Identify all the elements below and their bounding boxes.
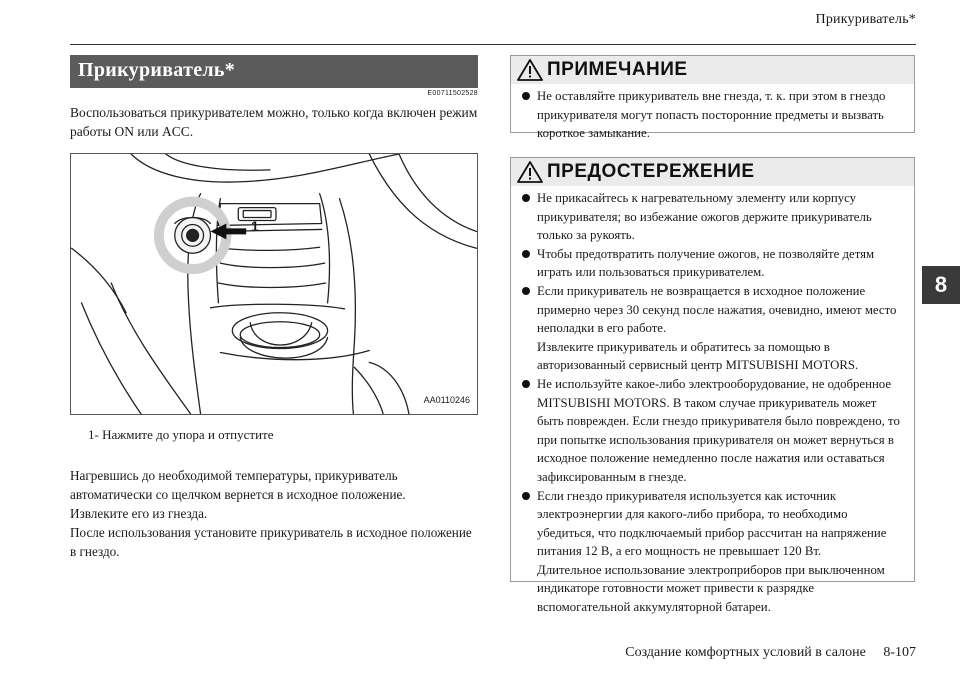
bullet-icon — [522, 287, 530, 295]
bullet-icon — [522, 92, 530, 100]
chapter-tab[interactable]: 8 — [922, 266, 960, 304]
caution-item-text: Если гнездо прикуривателя используется как источник электроэнергии для какого-либо прибора, то необходимо убедиться, что подключаемый прибор рассчитан на напряжение питания 12 В, а его мощность не превышает 120 Вт. Длительное использование электроприборов при выключенном индикаторе готовности может привести к разрядке вспомогательной аккумуляторной батареи. — [537, 488, 887, 615]
console-drawing — [71, 154, 477, 414]
warning-triangle-icon — [517, 160, 543, 184]
page-footer — [625, 645, 916, 661]
figure-code: AA0110246 — [423, 395, 470, 405]
caution-item-text: Если прикуриватель не возвращается в исходное положение примерно через 30 секунд после нажатия, очевидно, имеют место неполадки в его работе. Извлеките прикуриватель и обратитесь за помощью в авторизованный сервисный центр MITSUBISHI MOTORS. — [537, 283, 897, 373]
document-code: E00711502528 — [427, 90, 478, 97]
footer-section-name: Создание комфортных условий в салоне — [625, 645, 866, 660]
caution-item-text: Не используйте какое-либо электрооборудование, не одобренное MITSUBISHI MOTORS. В таком случае прикуриватель может быть поврежден. Если гнездо прикуривателя было повреждено, то при попытке использования прикуривателя он может вернуться в исходное положение немедленно после нажатия или оставаться зафиксированным в гнезде. — [537, 376, 900, 484]
caution-item — [521, 282, 906, 375]
section-title: Прикуриватель* — [70, 55, 478, 88]
body-paragraph: Нагревшись до необходимой температуры, прикуриватель автоматически со щелчком вернется в исходное положение. — [70, 468, 406, 502]
running-header: Прикуриватель* — [815, 12, 916, 27]
caution-item — [521, 375, 906, 487]
left-column — [70, 55, 478, 141]
note-list — [511, 84, 914, 143]
bullet-icon — [522, 492, 530, 500]
note-header — [511, 56, 914, 84]
caution-box — [510, 157, 915, 615]
caution-item-text: Чтобы предотвратить получение ожогов, не позволяйте детям играть или пользоваться прикуривателем. — [537, 246, 875, 280]
body-paragraph: Извлеките его из гнезда. — [70, 506, 208, 521]
bullet-icon — [522, 250, 530, 258]
bullet-icon — [522, 194, 530, 202]
caution-heading: ПРЕДОСТЕРЕЖЕНИЕ — [547, 161, 755, 182]
cigarette-lighter-illustration — [70, 153, 478, 415]
body-paragraph: После использования установите прикуриватель в исходное положение в гнездо. — [70, 525, 472, 559]
note-item-text: Не оставляйте прикуриватель вне гнезда, т. к. при этом в гнездо прикуривателя могут попасть посторонние предметы и вызвать короткое замыкание. — [537, 89, 886, 141]
note-item — [521, 87, 906, 143]
caution-item — [521, 189, 906, 245]
note-heading: ПРИМЕЧАНИЕ — [547, 59, 688, 80]
intro-text: Воспользоваться прикуривателем можно, только когда включен режим работы ON или ACC. — [70, 105, 478, 139]
page-number: 8-107 — [883, 645, 916, 660]
warning-triangle-icon — [517, 58, 543, 82]
header-rule — [70, 44, 916, 45]
note-box — [510, 55, 915, 141]
caution-item — [521, 487, 906, 617]
bullet-icon — [522, 380, 530, 388]
callout-number: 1 — [251, 218, 259, 234]
caution-list — [511, 186, 914, 617]
figure-caption: 1- Нажмите до упора и отпустите — [88, 427, 274, 442]
caution-header — [511, 158, 914, 186]
caution-item-text: Не прикасайтесь к нагревательному элементу или корпусу прикуривателя; во избежание ожогов держите прикуриватель только за рукоять. — [537, 191, 872, 243]
body-text — [70, 466, 480, 561]
caution-item — [521, 245, 906, 282]
